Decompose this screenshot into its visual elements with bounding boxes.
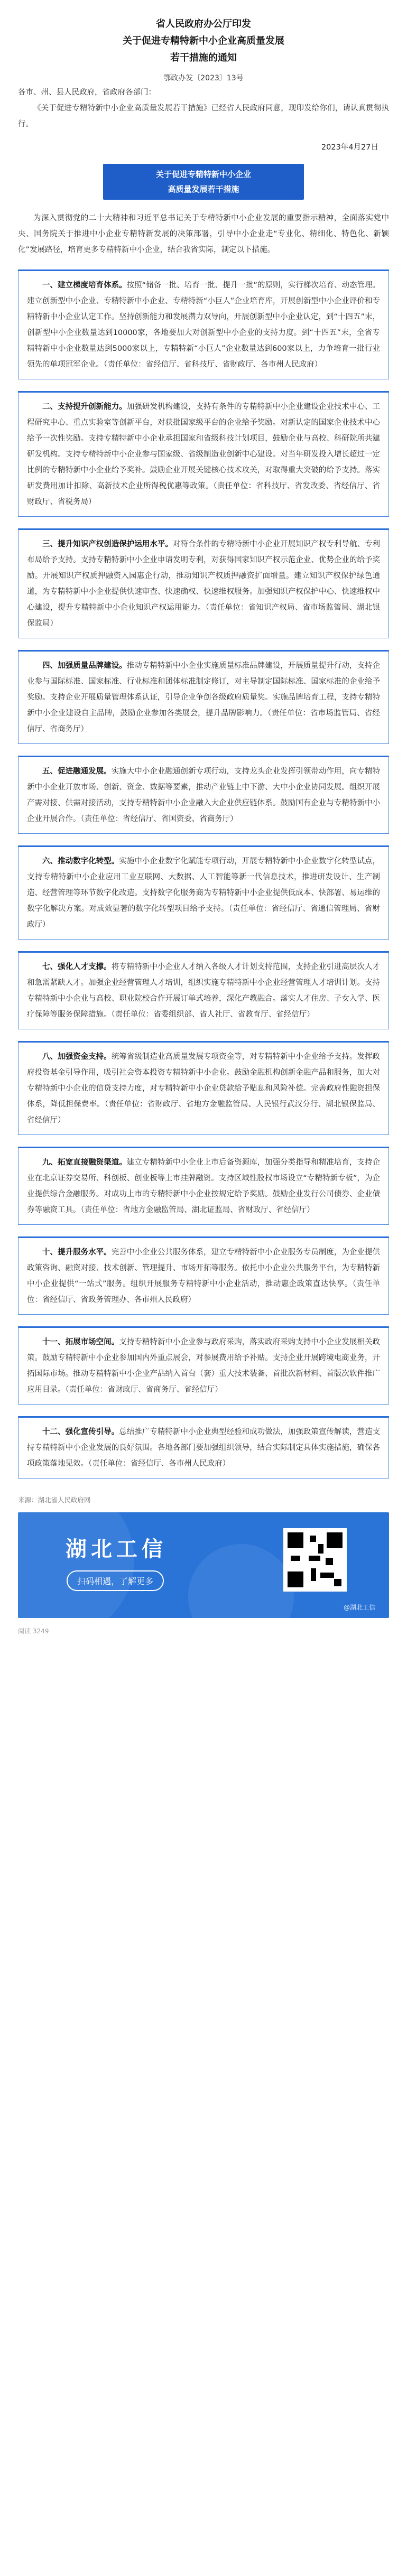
measure-box: [18, 391, 389, 517]
measure-body: 推动专精特新中小企业实施质量标准品牌建设，开展质量提升行动，支持企业参与国际标准、国家标准、行业标准和团体标准制定修订，对主导制定国际标准、国家标准的企业给予奖励。支持企业开展质量管理体系认证，引导企业争创各级政府质量奖。实施品牌培育工程，支持专精特新中小企业建设自主品牌，鼓励企业参加各类展会，提升品牌影响力。（责任单位：省市场监管局、省经信厅、省商务厅）: [27, 662, 381, 733]
measure-body: 按照“储备一批、培育一批、提升一批”的原则，实行梯次培育、动态管理。建立创新型中小企业、专精特新中小企业、专精特新“小巨人”企业培育库，开展创新型中小企业评价和专精特新中小企业认定工作。坚持创新能力和发展潜力双导向，开展创新型中小企业认定，到“十四五”末，创新型中小企业数量达到10000家，各地要加大对创新型中小企业的支持力度。到“十四五”末，全省专精特新中小企业数量达到5000家以上，专精特新“小巨人”企业数量达到600家以上，力争培育一批行业领先的单项冠军企业。（责任单位：省经信厅、省科技厅、省财政厅、各市州人民政府）: [27, 281, 380, 369]
measure-title: 十、提升服务水平。: [42, 1248, 112, 1257]
measure-paragraph: [27, 959, 380, 1022]
measure-title: 十二、强化宣传引导。: [42, 1428, 119, 1436]
measure-paragraph: [27, 399, 380, 510]
measure-body: 将专精特新中小企业人才纳入各级人才计划支持范围，支持企业引进高层次人才和急需紧缺人才。加强企业经营管理人才培训，组织实施专精特新中小企业经营管理人才培训计划。支持专精特新中小企业与高校、职业院校合作开展订单式培养，深化产教融合。落实人才住房、子女入学、医疗保障等服务保障措施。（责任单位：省委组织部、省人社厅、省教育厅、省经信厅）: [27, 963, 381, 1019]
footer-promo-card: [18, 1512, 389, 1618]
scan-cta: 扫码相遇，了解更多: [67, 1570, 164, 1591]
measure-title: 七、强化人才支撑。: [42, 963, 112, 971]
measure-body: 实施中小企业数字化赋能专项行动，开展专精特新中小企业数字化转型试点，支持专精特新中小企业应用工业互联网、大数据、人工智能等新一代信息技术，推进研发设计、生产制造、经营管理等环节数字化改造。支持数字化服务商为专精特新中小企业提供低成本、快部署、易运维的数字化解决方案。对成效显著的数字化转型项目给予支持。（责任单位：省经信厅、省通信管理局、省财政厅）: [27, 857, 380, 929]
document-body: [0, 85, 407, 1478]
issuer-line: 省人民政府办公厅印发: [156, 18, 251, 30]
measure-body: 统筹省级制造业高质量发展专项资金等，对专精特新中小企业给予支持。发挥政府投资基金引导作用，吸引社会资本投资专精特新中小企业。鼓励金融机构创新金融产品和服务，加大对专精特新中小企业的信贷支持力度，对专精特新中小企业贷款给予贴息和风险补偿。完善政府性融资担保体系，降低担保费率。（责任单位：省财政厅、省地方金融监管局、人民银行武汉分行、湖北银保监局、省经信厅）: [27, 1053, 381, 1124]
measure-title: 九、拓宽直接融资渠道。: [42, 1158, 127, 1167]
preface-paragraph: 为深入贯彻党的二十大精神和习近平总书记关于专精特新中小企业发展的重要指示精神，全面落实党中央、国务院关于推进中小企业专精特新发展的决策部署，引导中小企业走“专业化、精细化、特色化、新颖化”发展路径，培育更多专精特新中小企业，结合我省实际，制定以下措施。: [18, 214, 389, 254]
measure-section: [18, 756, 389, 834]
measure-box: [18, 1236, 389, 1315]
measure-section: [18, 650, 389, 744]
qr-code[interactable]: [283, 1528, 347, 1592]
measure-body: 加强研发机构建设，支持有条件的专精特新中小企业建设企业技术中心、工程研究中心、重点实验室等创新平台，对获批国家级平台的企业给予奖励。对新认定的国家企业技术中心给予一次性奖励。支持专精特新中小企业承担国家和省级科技计划项目，鼓励企业与高校、科研院所共建研发机构。支持专精特新中小企业参与国家级、省级制造业创新中心建设。对当年研发投入增长超过一定比例的专精特新中小企业给予奖补。鼓励企业开展关键核心技术攻关，对取得重大突破的给予支持。落实研发费用加计扣除、高新技术企业所得税优惠等政策。（责任单位：省科技厅、省发改委、省经信厅、省财政厅、省税务局）: [27, 403, 381, 506]
measure-paragraph: [27, 1334, 380, 1398]
measure-paragraph: [27, 1049, 380, 1128]
measure-title: 四、加强质量品牌建设。: [42, 662, 127, 670]
measure-paragraph: [27, 1424, 380, 1472]
title-line-1: 关于促进专精特新中小企业高质量发展: [123, 35, 284, 47]
measure-section: [18, 951, 389, 1029]
document-number: 鄂政办发〔2023〕13号: [163, 74, 244, 82]
measure-box: [18, 756, 389, 834]
measure-title: 八、加强资金支持。: [42, 1053, 112, 1061]
measure-box: [18, 1147, 389, 1225]
measure-paragraph: [27, 1244, 380, 1308]
measure-box: [18, 528, 389, 638]
measure-body: 支持专精特新中小企业参与政府采购，落实政府采购支持中小企业发展相关政策。鼓励专精特新中小企业参加国内外重点展会，对参展费用给予补贴。支持企业开展跨境电商业务，开拓国际市场。推动专精特新中小企业产品纳入首台（套）重大技术装备、首批次新材料、首版次软件推广应用目录。（责任单位：省财政厅、省商务厅、省经信厅）: [27, 1338, 380, 1394]
recipient-address: 各市、州、县人民政府，省政府各部门：: [18, 88, 156, 97]
source-line: 来源：湖北省人民政府网: [18, 1496, 91, 1504]
measure-title: 五、促进融通发展。: [42, 767, 112, 776]
measure-section: [18, 845, 389, 940]
measure-title: 六、推动数字化转型。: [42, 857, 119, 866]
measure-section: [18, 1236, 389, 1315]
measure-box: [18, 951, 389, 1029]
measure-body: 实施大中小企业融通创新专项行动，支持龙头企业发挥引领带动作用，向专精特新中小企业开放市场、创新、资金、数据等要素，推动产业链上中下游、大中小企业协同发展。组织开展产需对接、供需对接活动，支持专精特新中小企业融入大企业供应链体系。鼓励国有企业与专精特新中小企业开展合作。（责任单位：省经信厅、省国资委、省商务厅）: [27, 767, 381, 823]
measure-paragraph: [27, 277, 380, 373]
watermark: @湖北工信: [343, 1604, 375, 1611]
measure-title: 二、支持提升创新能力。: [42, 403, 127, 411]
measure-section: [18, 1041, 389, 1135]
intro-paragraph: 《关于促进专精特新中小企业高质量发展若干措施》已经省人民政府同意，现印发给你们，请认真贯彻执行。: [18, 104, 389, 128]
measure-section: [18, 1326, 389, 1405]
measure-title: 十一、拓展市场空间。: [42, 1338, 119, 1346]
measure-paragraph: [27, 1155, 380, 1218]
measure-box: [18, 845, 389, 940]
measure-body: 完善中小企业公共服务体系，建立专精特新中小企业服务专员制度，为企业提供政策咨询、融资对接、技术创新、管理提升、市场开拓等服务。依托中小企业公共服务平台，为专精特新中小企业提供“一站式”服务。组织开展服务专精特新中小企业活动，推动惠企政策直达快享。（责任单位：省经信厅、省政务管理办、各市州人民政府）: [27, 1248, 381, 1304]
measure-box: [18, 650, 389, 744]
measure-box: [18, 1416, 389, 1478]
measure-paragraph: [27, 853, 380, 933]
measure-title: 三、提升知识产权创造保护运用水平。: [42, 540, 173, 548]
measure-section: [18, 391, 389, 517]
title-line-2: 若干措施的通知: [170, 52, 237, 63]
document-header: [0, 0, 407, 85]
measure-box: [18, 269, 389, 379]
read-count: 阅读 3249: [18, 1628, 49, 1635]
measures-list: [18, 269, 389, 1478]
measure-paragraph: [27, 764, 380, 827]
issue-date: 2023年4月27日: [321, 143, 378, 152]
measure-body: 对符合条件的专精特新中小企业开展知识产权专利导航、专利布局给予支持。支持专精特新中小企业申请发明专利，对获得国家知识产权示范企业、优势企业的给予奖励。开展知识产权质押融资入园惠企行动，推动知识产权质押融资扩面增量。建立知识产权保护绿色通道，为专精特新中小企业提供快速审查、快速确权、快速维权服务。加强知识产权保护中心、快速维权中心建设，提升专精特新中小企业知识产权运用能力。（责任单位：省知识产权局、省市场监管局、湖北银保监局）: [27, 540, 381, 628]
measure-title: 一、建立梯度培育体系。: [42, 281, 127, 290]
measure-section: [18, 1416, 389, 1478]
measure-paragraph: [27, 536, 380, 631]
measures-title-banner: [103, 164, 304, 200]
measure-box: [18, 1326, 389, 1405]
measure-body: 总结推广专精特新中小企业典型经验和成功做法，加强政策宣传解读，营造支持专精特新中小企业发展的良好氛围。各地各部门要加强组织领导，结合实际制定具体实施措施，确保各项政策落地见效。（责任单位：省经信厅、各市州人民政府）: [27, 1428, 380, 1468]
brand-logo-text: 湖北工信: [66, 1537, 167, 1561]
measure-paragraph: [27, 658, 380, 737]
measure-box: [18, 1041, 389, 1135]
measure-section: [18, 269, 389, 379]
banner-text: 关于促进专精特新中小企业 高质量发展若干措施: [155, 170, 251, 194]
measure-section: [18, 528, 389, 638]
measure-body: 建立专精特新中小企业上市后备资源库，加强分类指导和精准培育，支持企业在北京证券交易所、科创板、创业板等上市挂牌融资。支持区域性股权市场设立“专精特新专板”，为企业提供综合金融服务。对成功上市的专精特新中小企业按规定给予奖励。鼓励企业发行公司债券、企业债券等融资工具。（责任单位：省地方金融监管局、湖北证监局、省财政厅、省经信厅）: [27, 1158, 381, 1214]
measure-section: [18, 1147, 389, 1225]
